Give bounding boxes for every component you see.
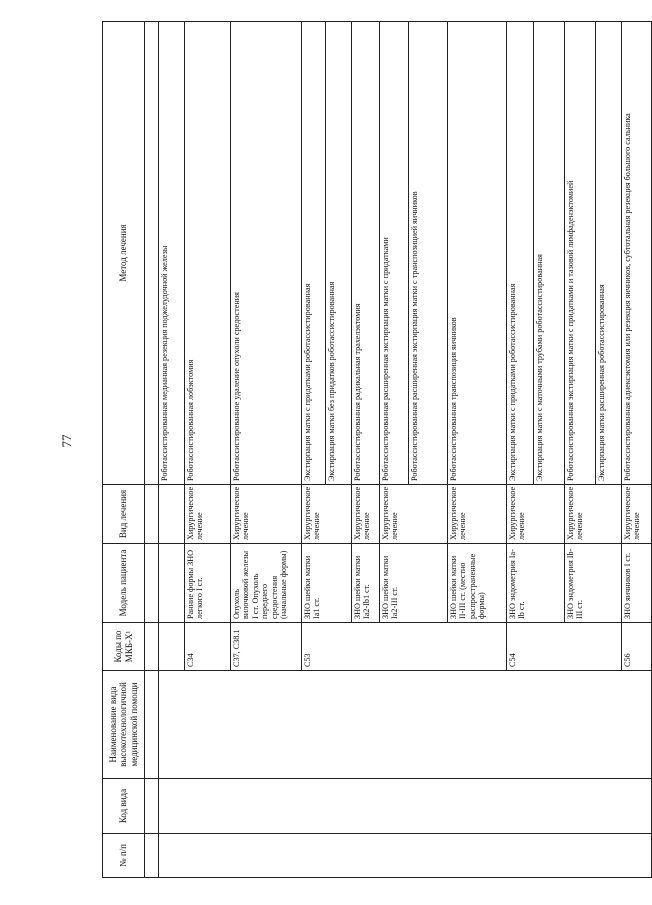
method-cell: Роботассистированная лобэктомия: [185, 22, 231, 485]
mkb-cell: C54: [507, 623, 622, 671]
model-cell: [159, 544, 185, 623]
band-cell: [145, 671, 159, 779]
num-cell: [159, 834, 652, 878]
method-cell: Экстирпация матки расширенная роботассистированная: [596, 22, 622, 485]
band-cell: [145, 779, 159, 834]
model-cell: ЗНО яичников I ст.: [622, 544, 652, 623]
code-cell: [159, 779, 652, 834]
type-cell: Хирургическое лечение: [302, 485, 352, 544]
mkb-cell: C34: [185, 623, 231, 671]
mkb-cell: C53: [302, 623, 507, 671]
model-cell: ЗНО шейки матки Ia2-Ib1 ст.: [352, 544, 380, 623]
type-cell: Хирургическое лечение: [565, 485, 622, 544]
band-cell: [145, 22, 159, 485]
model-cell: Ранние формы ЗНО легкого I ст.: [185, 544, 231, 623]
header-code: Код вида: [103, 779, 145, 834]
mkb-cell: [159, 623, 185, 671]
header-model: Модель пациента: [103, 544, 145, 623]
page-number: 77: [59, 434, 74, 448]
type-cell: Хирургическое лечение: [622, 485, 652, 544]
model-cell: Опухоль вилочковой железы I ст. Опухоль переднего средостения (начальные формы): [231, 544, 302, 623]
method-cell: Роботассистированная расширенная экстирпация матки с придатками: [380, 22, 409, 485]
table-header-row: [103, 22, 145, 878]
method-cell: Экстирпация матки без придатков роботассистированная: [326, 22, 352, 485]
band-cell: [145, 485, 159, 544]
band-cell: [145, 834, 159, 878]
method-cell: Роботассистированная экстирпация матки с придатками и тазовой лимфаденэктомией: [565, 22, 596, 485]
method-cell: Экстирпация матки с маточными трубами роботассистированная: [534, 22, 565, 485]
model-cell: ЗНО эндометрия Ib-III ст.: [565, 544, 622, 623]
name-cell: [159, 671, 652, 779]
type-cell: Хирургическое лечение: [231, 485, 302, 544]
header-num: № п/п: [103, 834, 145, 878]
band-cell: [145, 623, 159, 671]
type-cell: Хирургическое лечение: [185, 485, 231, 544]
model-cell: ЗНО шейки матки Ia2-III ст.: [380, 544, 448, 623]
header-mkb: Коды по МКБ-X¹: [103, 623, 145, 671]
method-cell: Роботассистированная аднексэктомия или резекция яичников, субтотальная резекция большого сальника: [622, 22, 652, 485]
treatment-table: [102, 21, 652, 878]
method-cell: Роботассистированная медианная резекция поджелудочной железы: [159, 22, 185, 485]
model-cell: ЗНО эндометрия Ia-Ib ст.: [507, 544, 565, 623]
method-cell: Роботассистированная расширенная экстирпация матки с транспозицией яичников: [409, 22, 448, 485]
method-cell: Роботассистированная радикальная трахелэктомия: [352, 22, 380, 485]
type-cell: Хирургическое лечение: [380, 485, 448, 544]
type-cell: [159, 485, 185, 544]
type-cell: Хирургическое лечение: [448, 485, 507, 544]
type-cell: Хирургическое лечение: [352, 485, 380, 544]
header-method: Метод лечения: [103, 22, 145, 485]
header-name: Наименование вида высокотехнологичной медицинской помощи: [103, 671, 145, 779]
model-cell: ЗНО шейки матки II-III ст. (местно распространенные формы): [448, 544, 507, 623]
method-cell: Роботассистированная транспозиция яичников: [448, 22, 507, 485]
type-cell: Хирургическое лечение: [507, 485, 565, 544]
rotated-page-content: [102, 22, 642, 878]
method-cell: Экстирпация матки с придатками роботассистированная: [302, 22, 326, 485]
mkb-cell: C56: [622, 623, 652, 671]
header-type: Вид лечения: [103, 485, 145, 544]
empty-band-row: [145, 22, 159, 878]
mkb-cell: C37, C38.1: [231, 623, 302, 671]
table-row: [159, 22, 185, 878]
method-cell: Экстирпация матки с придатками роботассистированная: [507, 22, 534, 485]
model-cell: ЗНО шейки матки Ia1 ст.: [302, 544, 352, 623]
method-cell: Роботассистированное удаление опухоли средостения: [231, 22, 302, 485]
band-cell: [145, 544, 159, 623]
